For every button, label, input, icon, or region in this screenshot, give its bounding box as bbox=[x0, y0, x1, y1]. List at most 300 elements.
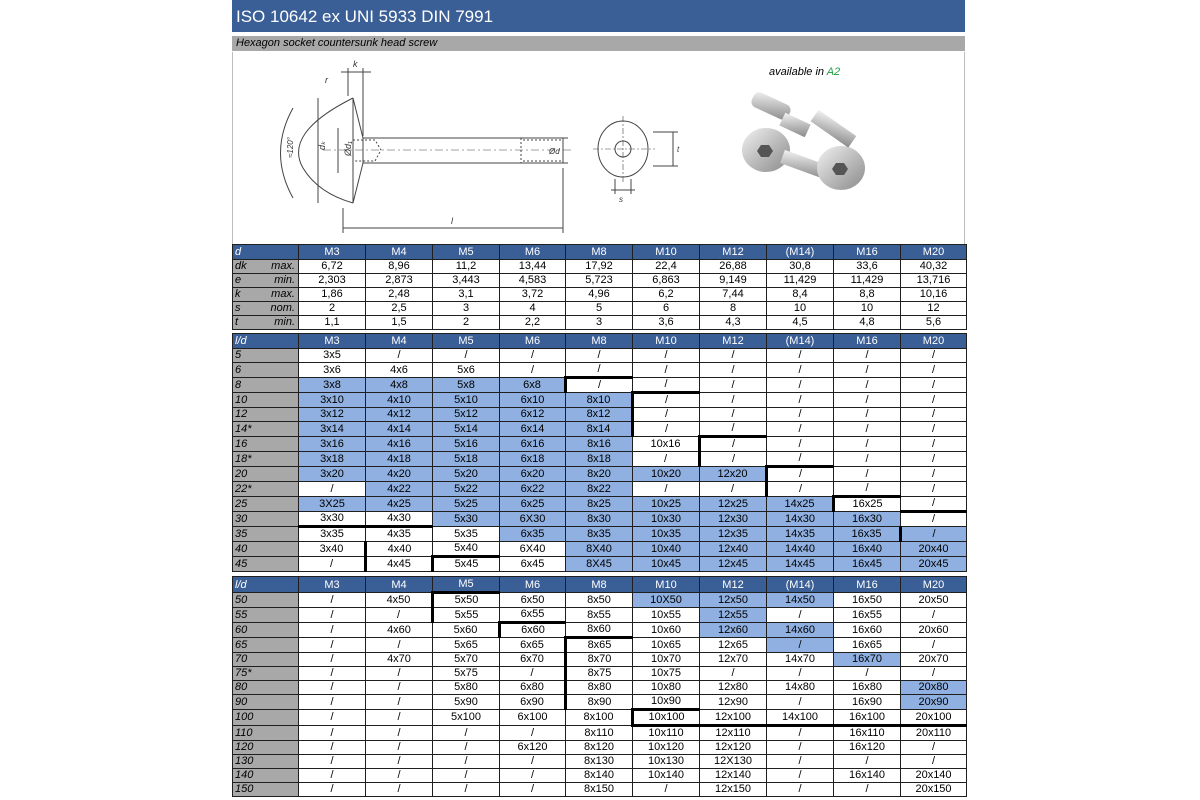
size-header: M16 bbox=[834, 334, 901, 349]
size-cell: / bbox=[366, 741, 433, 755]
size-cell: 5x50 bbox=[433, 593, 500, 608]
size-cell: 12x55 bbox=[700, 608, 767, 623]
length-label: 130 bbox=[233, 755, 299, 769]
size-cell: / bbox=[299, 755, 366, 769]
size-cell: 6x22 bbox=[500, 482, 566, 497]
size-cell: 3X25 bbox=[299, 497, 366, 512]
size-header: (M14) bbox=[767, 334, 834, 349]
size-cell: 16x70 bbox=[834, 653, 901, 667]
svg-text:Ød: Ød bbox=[549, 147, 560, 156]
size-cell: 14x35 bbox=[767, 527, 834, 542]
size-cell: / bbox=[299, 769, 366, 783]
size-cell: / bbox=[767, 349, 834, 363]
size-cell: / bbox=[700, 482, 767, 497]
size-cell: 5x45 bbox=[433, 557, 500, 572]
size-cell: 8x150 bbox=[566, 783, 633, 797]
size-cell: 16x50 bbox=[834, 593, 901, 608]
size-cell: / bbox=[901, 467, 967, 482]
size-header: M20 bbox=[901, 245, 967, 260]
size-cell: 8x50 bbox=[566, 593, 633, 608]
size-cell: 3x20 bbox=[299, 467, 366, 482]
size-cell: 4x60 bbox=[366, 623, 433, 638]
length-row bbox=[233, 755, 967, 769]
size-cell: / bbox=[299, 593, 366, 608]
size-header: M3 bbox=[299, 577, 366, 593]
length-label: 120 bbox=[233, 741, 299, 755]
header-label: l/d bbox=[233, 334, 299, 349]
size-cell: 10x35 bbox=[633, 527, 700, 542]
size-cell: 16x80 bbox=[834, 681, 901, 695]
size-cell: 12x100 bbox=[700, 710, 767, 726]
dimension-value: 1,5 bbox=[366, 316, 433, 330]
length-row bbox=[233, 497, 967, 512]
size-cell: 6x70 bbox=[500, 653, 566, 667]
dimension-symbol: k bbox=[235, 288, 241, 300]
dimension-value: 8 bbox=[700, 302, 767, 316]
size-cell: 16x90 bbox=[834, 695, 901, 710]
size-cell: 16x45 bbox=[834, 557, 901, 572]
length-row bbox=[233, 667, 967, 681]
size-cell: / bbox=[433, 755, 500, 769]
lengths-table-short bbox=[232, 333, 967, 572]
dimension-label bbox=[233, 260, 299, 274]
size-header: M16 bbox=[834, 577, 901, 593]
size-cell: / bbox=[767, 741, 834, 755]
dimension-value: 4,3 bbox=[700, 316, 767, 330]
dimension-value: 2,303 bbox=[299, 274, 366, 288]
size-cell: / bbox=[834, 667, 901, 681]
size-cell: 10x40 bbox=[633, 542, 700, 557]
size-cell: 8x22 bbox=[566, 482, 633, 497]
size-cell: / bbox=[500, 769, 566, 783]
size-cell: / bbox=[500, 783, 566, 797]
size-cell: 12x60 bbox=[700, 623, 767, 638]
dimension-value: 1,1 bbox=[299, 316, 366, 330]
size-cell: 14x70 bbox=[767, 653, 834, 667]
dimension-value: 6 bbox=[633, 302, 700, 316]
availability-text: available in bbox=[769, 66, 825, 78]
length-row bbox=[233, 681, 967, 695]
size-cell: / bbox=[500, 363, 566, 378]
dimension-label bbox=[233, 316, 299, 330]
svg-text:Ød₁: Ød₁ bbox=[343, 141, 353, 156]
dimension-value: 6,72 bbox=[299, 260, 366, 274]
size-cell: 8x16 bbox=[566, 437, 633, 452]
size-cell: 8x110 bbox=[566, 726, 633, 741]
length-row bbox=[233, 593, 967, 608]
length-row bbox=[233, 542, 967, 557]
availability-note bbox=[769, 66, 840, 78]
size-cell: / bbox=[433, 769, 500, 783]
dimension-qualifier: max. bbox=[271, 288, 295, 300]
size-cell: 3x10 bbox=[299, 393, 366, 408]
size-cell: / bbox=[366, 349, 433, 363]
size-cell: 12x40 bbox=[700, 542, 767, 557]
size-cell: 4x70 bbox=[366, 653, 433, 667]
dimension-value: 12 bbox=[901, 302, 967, 316]
size-cell: / bbox=[901, 452, 967, 467]
length-label: 110 bbox=[233, 726, 299, 741]
length-row bbox=[233, 378, 967, 393]
size-cell: 12x120 bbox=[700, 741, 767, 755]
dimension-value: 10 bbox=[834, 302, 901, 316]
length-label: 65 bbox=[233, 638, 299, 653]
size-cell: 4x18 bbox=[366, 452, 433, 467]
length-row bbox=[233, 422, 967, 437]
dimension-value: 3,6 bbox=[633, 316, 700, 330]
length-row bbox=[233, 467, 967, 482]
size-cell: / bbox=[433, 726, 500, 741]
size-cell: 16x65 bbox=[834, 638, 901, 653]
size-cell: / bbox=[700, 378, 767, 393]
size-cell: / bbox=[500, 726, 566, 741]
size-cell: 5x90 bbox=[433, 695, 500, 710]
size-cell: / bbox=[767, 363, 834, 378]
size-cell: 4x6 bbox=[366, 363, 433, 378]
size-cell: / bbox=[901, 741, 967, 755]
size-cell: 4x12 bbox=[366, 408, 433, 422]
size-cell: 5x12 bbox=[433, 408, 500, 422]
size-cell: / bbox=[299, 608, 366, 623]
size-cell: 8x80 bbox=[566, 681, 633, 695]
size-cell: / bbox=[767, 452, 834, 467]
dimension-symbol: s bbox=[235, 302, 241, 314]
size-cell: / bbox=[500, 755, 566, 769]
size-cell: 3x16 bbox=[299, 437, 366, 452]
size-cell: 10X50 bbox=[633, 593, 700, 608]
size-cell: 16x55 bbox=[834, 608, 901, 623]
size-cell: 5x40 bbox=[433, 542, 500, 557]
size-cell: / bbox=[834, 783, 901, 797]
length-label: 6 bbox=[233, 363, 299, 378]
size-cell: 5x6 bbox=[433, 363, 500, 378]
length-label: 12 bbox=[233, 408, 299, 422]
dimension-value: 11,429 bbox=[834, 274, 901, 288]
size-cell: 12x30 bbox=[700, 512, 767, 527]
length-label: 60 bbox=[233, 623, 299, 638]
size-cell: 10x25 bbox=[633, 497, 700, 512]
dimension-value: 13,44 bbox=[500, 260, 566, 274]
dimension-value: 2,48 bbox=[366, 288, 433, 302]
size-cell: 20x80 bbox=[901, 681, 967, 695]
size-cell: / bbox=[767, 638, 834, 653]
size-cell: 4x45 bbox=[366, 557, 433, 572]
size-cell: 8X40 bbox=[566, 542, 633, 557]
size-cell: 8x10 bbox=[566, 393, 633, 408]
size-cell: 8x90 bbox=[566, 695, 633, 710]
size-cell: 14x60 bbox=[767, 623, 834, 638]
size-cell: 14x25 bbox=[767, 497, 834, 512]
size-cell: 20x70 bbox=[901, 653, 967, 667]
dimension-value: 2 bbox=[299, 302, 366, 316]
size-cell: 5x35 bbox=[433, 527, 500, 542]
size-cell: 3x30 bbox=[299, 512, 366, 527]
dimension-value: 8,4 bbox=[767, 288, 834, 302]
size-cell: 10x16 bbox=[633, 437, 700, 452]
dimension-value: 2,2 bbox=[500, 316, 566, 330]
size-cell: / bbox=[299, 710, 366, 726]
size-header: M6 bbox=[500, 577, 566, 593]
size-cell: 6x25 bbox=[500, 497, 566, 512]
size-cell: / bbox=[834, 452, 901, 467]
size-cell: 16x40 bbox=[834, 542, 901, 557]
size-cell: 16x100 bbox=[834, 710, 901, 726]
size-cell: / bbox=[901, 512, 967, 527]
length-row bbox=[233, 408, 967, 422]
size-cell: / bbox=[299, 482, 366, 497]
length-label: 55 bbox=[233, 608, 299, 623]
dimension-qualifier: nom. bbox=[270, 302, 295, 314]
size-header: M3 bbox=[299, 334, 366, 349]
size-cell: 14x40 bbox=[767, 542, 834, 557]
screws-photo bbox=[721, 88, 871, 208]
dimension-value: 4 bbox=[500, 302, 566, 316]
dimension-value: 2,873 bbox=[366, 274, 433, 288]
size-cell: 8X45 bbox=[566, 557, 633, 572]
size-cell: 20x45 bbox=[901, 557, 967, 572]
size-cell: / bbox=[901, 422, 967, 437]
size-cell: 10x100 bbox=[633, 710, 700, 726]
size-cell: 20x110 bbox=[901, 726, 967, 741]
size-cell: / bbox=[366, 638, 433, 653]
length-row bbox=[233, 527, 967, 542]
size-cell: / bbox=[767, 393, 834, 408]
size-cell: 14x30 bbox=[767, 512, 834, 527]
size-cell: 5x16 bbox=[433, 437, 500, 452]
dimension-value: 10,16 bbox=[901, 288, 967, 302]
dimension-row bbox=[233, 288, 967, 302]
size-cell: 4x16 bbox=[366, 437, 433, 452]
size-cell: / bbox=[834, 378, 901, 393]
size-cell: 3x6 bbox=[299, 363, 366, 378]
size-cell: / bbox=[834, 422, 901, 437]
size-cell: / bbox=[767, 608, 834, 623]
size-cell: / bbox=[700, 437, 767, 452]
size-cell: 12x25 bbox=[700, 497, 767, 512]
size-cell: 5x55 bbox=[433, 608, 500, 623]
size-cell: / bbox=[500, 349, 566, 363]
size-cell: 10x20 bbox=[633, 467, 700, 482]
dimension-value: 9,149 bbox=[700, 274, 767, 288]
size-header: M12 bbox=[700, 245, 767, 260]
dimension-value: 2 bbox=[433, 316, 500, 330]
size-cell: 20x140 bbox=[901, 769, 967, 783]
availability-material: A2 bbox=[826, 66, 841, 78]
size-cell: / bbox=[299, 741, 366, 755]
size-cell: 4x25 bbox=[366, 497, 433, 512]
size-cell: 20x50 bbox=[901, 593, 967, 608]
size-cell: / bbox=[767, 437, 834, 452]
size-cell: 3x8 bbox=[299, 378, 366, 393]
size-cell: 5x20 bbox=[433, 467, 500, 482]
size-cell: 6x14 bbox=[500, 422, 566, 437]
size-cell: 5x60 bbox=[433, 623, 500, 638]
size-cell: 8x65 bbox=[566, 638, 633, 653]
size-cell: 10x60 bbox=[633, 623, 700, 638]
size-cell: / bbox=[633, 783, 700, 797]
dimension-value: 4,5 bbox=[767, 316, 834, 330]
size-header: (M14) bbox=[767, 577, 834, 593]
page-title: ISO 10642 ex UNI 5933 DIN 7991 bbox=[232, 0, 965, 34]
dimension-value: 22,4 bbox=[633, 260, 700, 274]
size-cell: 6x80 bbox=[500, 681, 566, 695]
size-cell: 12x70 bbox=[700, 653, 767, 667]
dimension-label bbox=[233, 274, 299, 288]
size-cell: / bbox=[633, 452, 700, 467]
dimension-value: 26,88 bbox=[700, 260, 767, 274]
header-label: d bbox=[233, 245, 299, 260]
size-cell: / bbox=[834, 408, 901, 422]
dimension-label bbox=[233, 302, 299, 316]
size-cell: 8x35 bbox=[566, 527, 633, 542]
svg-text:≈120°: ≈120° bbox=[286, 137, 295, 158]
size-cell: 6x16 bbox=[500, 437, 566, 452]
size-cell: / bbox=[901, 667, 967, 681]
dimension-value: 6,2 bbox=[633, 288, 700, 302]
length-label: 140 bbox=[233, 769, 299, 783]
size-header: M10 bbox=[633, 245, 700, 260]
size-cell: 8x130 bbox=[566, 755, 633, 769]
size-cell: / bbox=[299, 638, 366, 653]
length-row bbox=[233, 363, 967, 378]
size-cell: 3x5 bbox=[299, 349, 366, 363]
length-row bbox=[233, 623, 967, 638]
size-cell: / bbox=[299, 695, 366, 710]
size-cell: / bbox=[633, 378, 700, 393]
size-cell: 8x75 bbox=[566, 667, 633, 681]
length-label: 8 bbox=[233, 378, 299, 393]
size-cell: / bbox=[433, 741, 500, 755]
length-label: 16 bbox=[233, 437, 299, 452]
length-label: 14* bbox=[233, 422, 299, 437]
size-cell: 6x10 bbox=[500, 393, 566, 408]
size-cell: 20x150 bbox=[901, 783, 967, 797]
size-cell: / bbox=[767, 755, 834, 769]
length-row bbox=[233, 653, 967, 667]
size-header: M10 bbox=[633, 577, 700, 593]
header-row bbox=[233, 334, 967, 349]
svg-text:t: t bbox=[677, 145, 680, 154]
size-cell: 6x20 bbox=[500, 467, 566, 482]
length-label: 18* bbox=[233, 452, 299, 467]
size-cell: / bbox=[901, 393, 967, 408]
dimension-value: 2,5 bbox=[366, 302, 433, 316]
size-cell: / bbox=[500, 667, 566, 681]
size-cell: 6X40 bbox=[500, 542, 566, 557]
size-cell: 6x35 bbox=[500, 527, 566, 542]
size-cell: / bbox=[366, 608, 433, 623]
length-label: 25 bbox=[233, 497, 299, 512]
size-cell: 8x120 bbox=[566, 741, 633, 755]
length-row bbox=[233, 608, 967, 623]
dimension-value: 17,92 bbox=[566, 260, 633, 274]
dimension-value: 5,6 bbox=[901, 316, 967, 330]
size-cell: 10x65 bbox=[633, 638, 700, 653]
size-header: M5 bbox=[433, 334, 500, 349]
size-cell: / bbox=[901, 527, 967, 542]
header-label: l/d bbox=[233, 577, 299, 593]
top-view-drawing bbox=[583, 104, 693, 204]
size-cell: 16x140 bbox=[834, 769, 901, 783]
size-cell: 8x140 bbox=[566, 769, 633, 783]
size-cell: / bbox=[566, 349, 633, 363]
size-cell: / bbox=[901, 755, 967, 769]
size-cell: / bbox=[366, 681, 433, 695]
svg-text:l: l bbox=[451, 216, 453, 226]
size-cell: / bbox=[901, 408, 967, 422]
dimension-value: 4,8 bbox=[834, 316, 901, 330]
size-header: M8 bbox=[566, 577, 633, 593]
size-cell: 20x60 bbox=[901, 623, 967, 638]
size-cell: 4x10 bbox=[366, 393, 433, 408]
dimension-value: 8,96 bbox=[366, 260, 433, 274]
length-label: 20 bbox=[233, 467, 299, 482]
length-row bbox=[233, 452, 967, 467]
size-cell: / bbox=[901, 638, 967, 653]
size-cell: 16x25 bbox=[834, 497, 901, 512]
dimension-value: 11,429 bbox=[767, 274, 834, 288]
length-row bbox=[233, 393, 967, 408]
size-cell: 14x80 bbox=[767, 681, 834, 695]
size-cell: 16x60 bbox=[834, 623, 901, 638]
length-row bbox=[233, 726, 967, 741]
size-cell: / bbox=[633, 349, 700, 363]
size-cell: 10x70 bbox=[633, 653, 700, 667]
size-cell: / bbox=[834, 437, 901, 452]
size-cell: 12x65 bbox=[700, 638, 767, 653]
size-cell: 4x14 bbox=[366, 422, 433, 437]
length-label: 40 bbox=[233, 542, 299, 557]
size-cell: 5x65 bbox=[433, 638, 500, 653]
length-label: 70 bbox=[233, 653, 299, 667]
svg-text:r: r bbox=[325, 75, 328, 85]
size-cell: 8x25 bbox=[566, 497, 633, 512]
size-cell: 8x14 bbox=[566, 422, 633, 437]
size-header: M10 bbox=[633, 334, 700, 349]
size-cell: / bbox=[901, 437, 967, 452]
size-cell: 20x90 bbox=[901, 695, 967, 710]
dimension-value: 1,86 bbox=[299, 288, 366, 302]
size-cell: / bbox=[566, 378, 633, 393]
side-view-drawing bbox=[263, 58, 583, 238]
datasheet bbox=[232, 0, 965, 800]
size-cell: 8x18 bbox=[566, 452, 633, 467]
size-cell: / bbox=[767, 467, 834, 482]
size-cell: 3x40 bbox=[299, 542, 366, 557]
length-label: 30 bbox=[233, 512, 299, 527]
size-cell: / bbox=[433, 783, 500, 797]
dimension-value: 13,716 bbox=[901, 274, 967, 288]
dimension-value: 11,2 bbox=[433, 260, 500, 274]
length-row bbox=[233, 769, 967, 783]
size-cell: 12x110 bbox=[700, 726, 767, 741]
length-label: 100 bbox=[233, 710, 299, 726]
size-cell: 10x110 bbox=[633, 726, 700, 741]
dimension-value: 7,44 bbox=[700, 288, 767, 302]
size-cell: / bbox=[299, 623, 366, 638]
size-cell: / bbox=[633, 408, 700, 422]
svg-text:k: k bbox=[353, 59, 358, 69]
size-cell: / bbox=[700, 422, 767, 437]
size-cell: 3x14 bbox=[299, 422, 366, 437]
size-cell: 5x70 bbox=[433, 653, 500, 667]
size-cell: 3x12 bbox=[299, 408, 366, 422]
length-row bbox=[233, 349, 967, 363]
header-row bbox=[233, 245, 967, 260]
size-cell: 12x35 bbox=[700, 527, 767, 542]
size-cell: 12x140 bbox=[700, 769, 767, 783]
size-cell: 10x90 bbox=[633, 695, 700, 710]
